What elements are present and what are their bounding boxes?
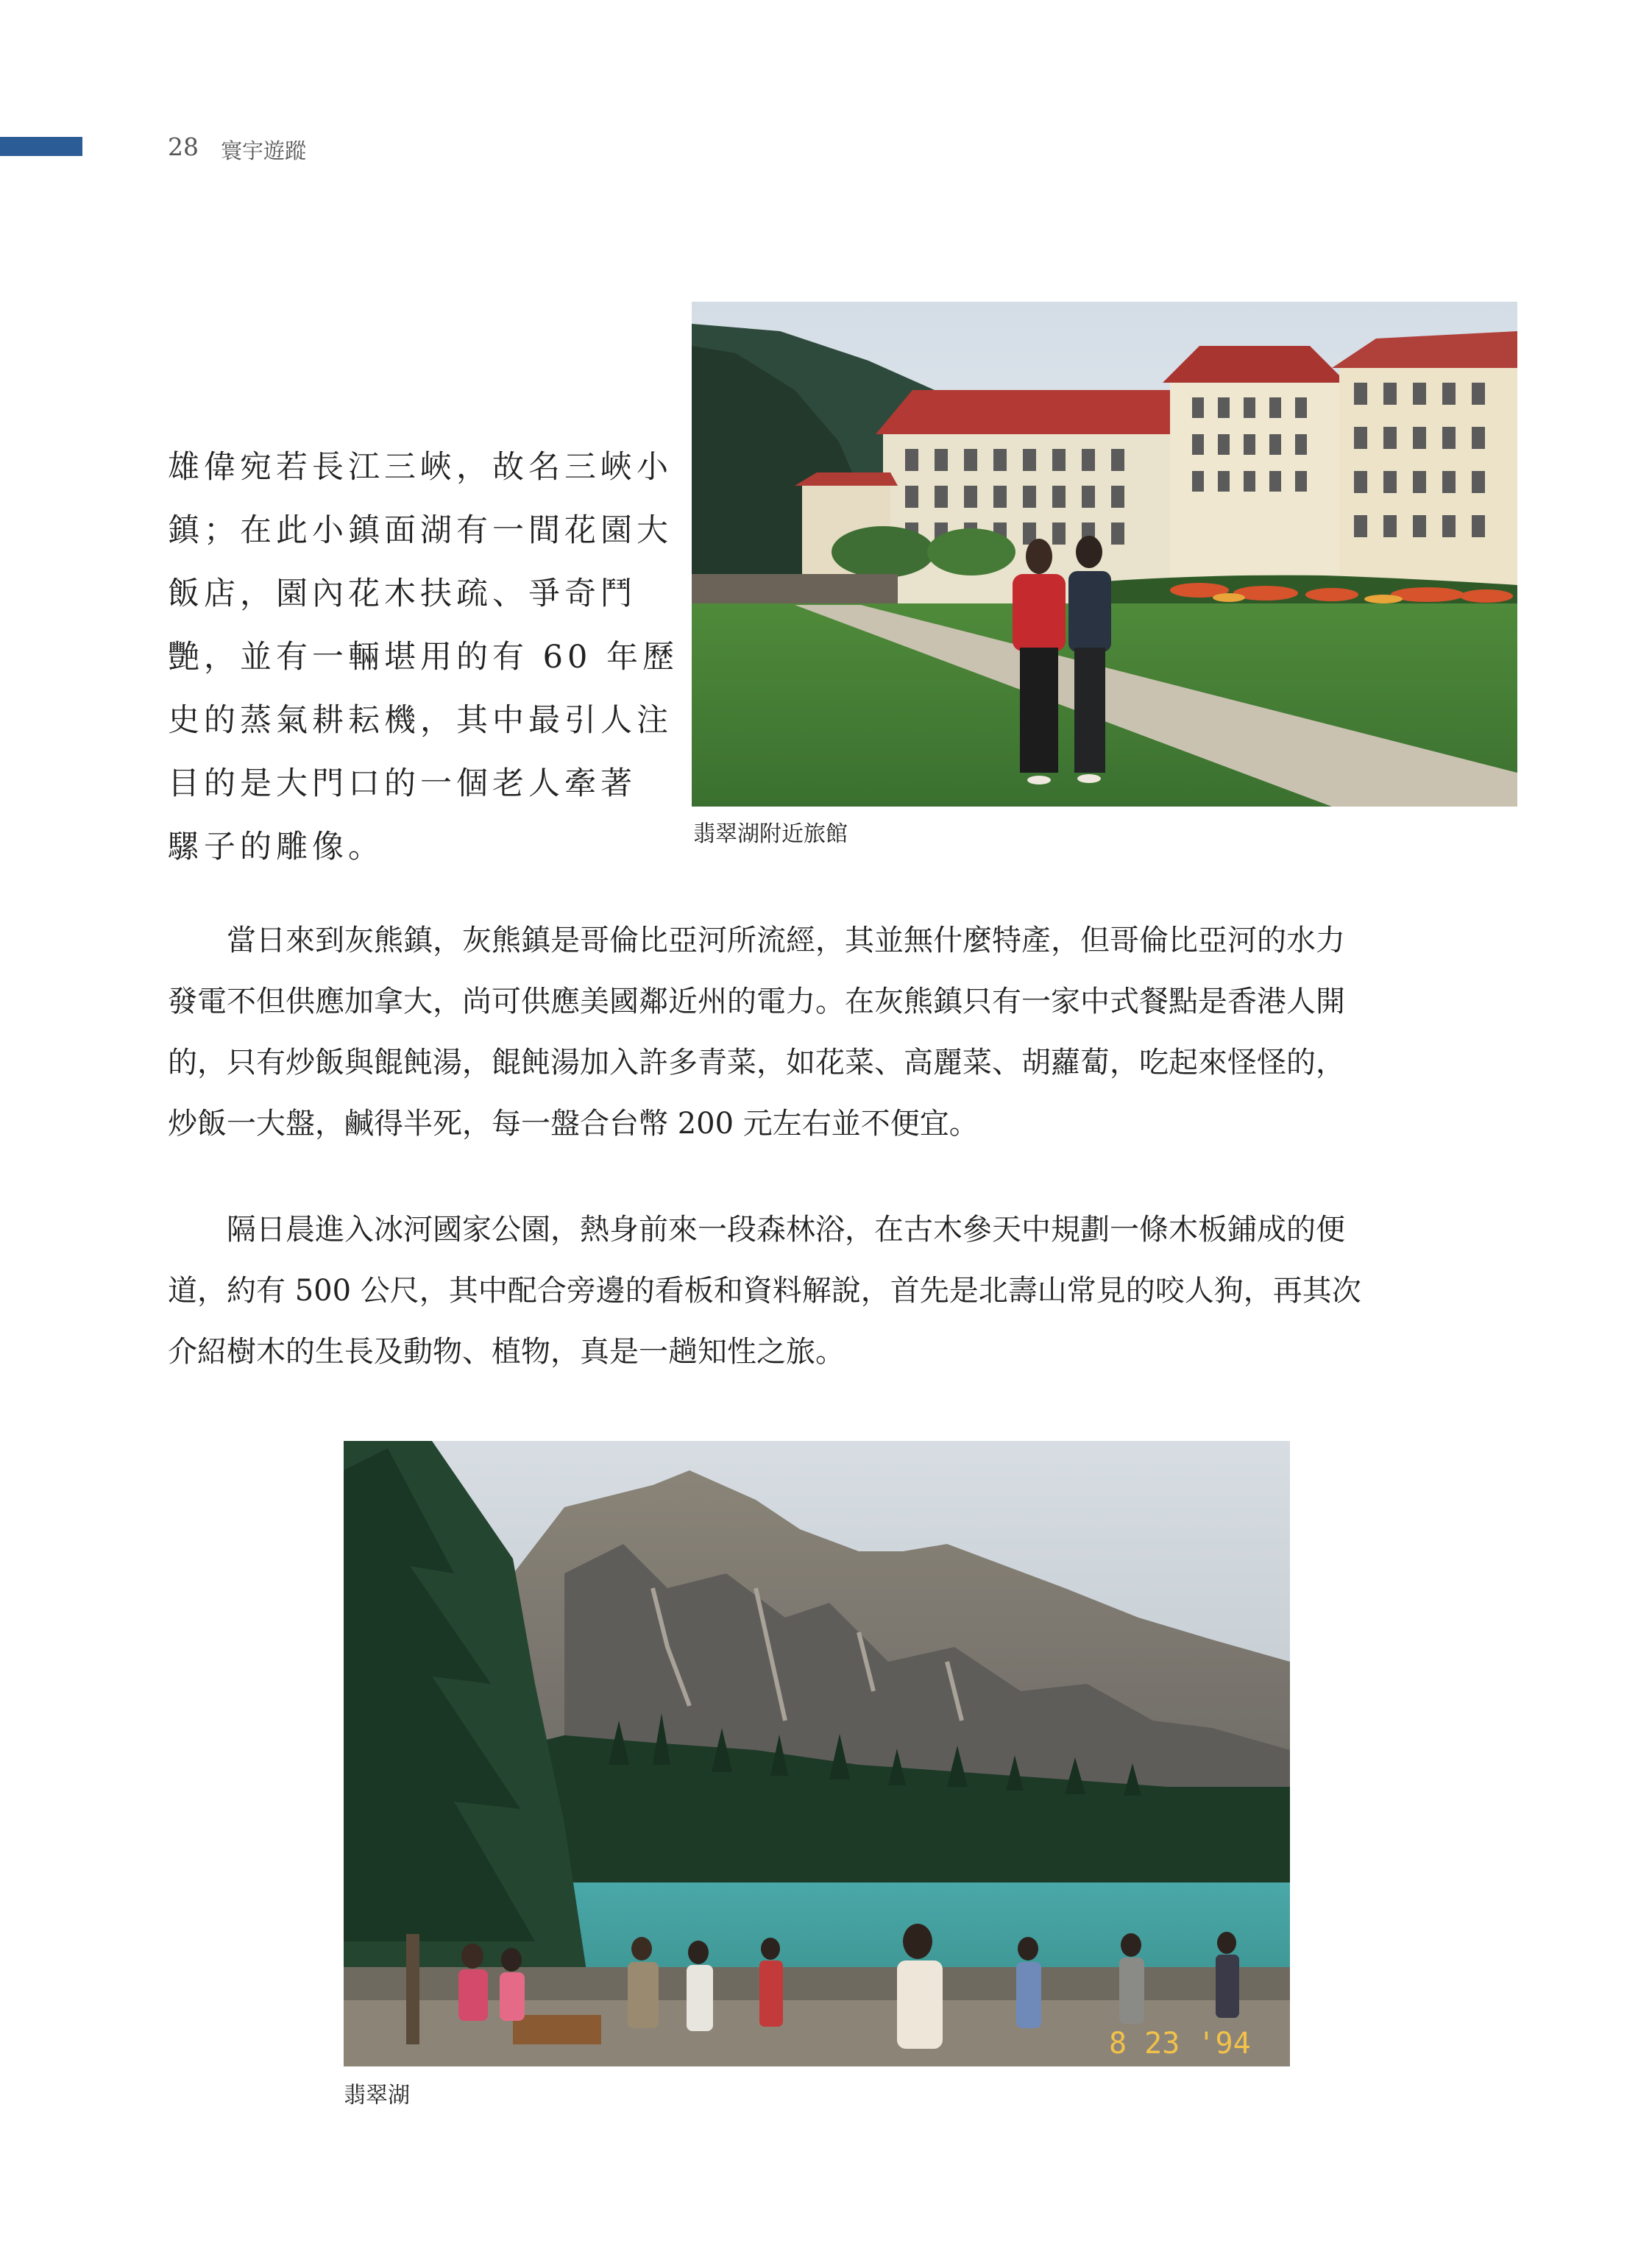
- lake-photo-caption: 翡翠湖: [344, 2083, 410, 2108]
- text-line: 當日來到灰熊鎮，灰熊鎮是哥倫比亞河所流經，其並無什麼特產，但哥倫比亞河的水力: [168, 924, 1345, 957]
- text-line: 發電不但供應加拿大，尚可供應美國鄰近州的電力。在灰熊鎮只有一家中式餐點是香港人開: [168, 985, 1345, 1019]
- paragraph: [168, 910, 1519, 1155]
- text-line: 道，約有 500 公尺，其中配合旁邊的看板和資料解說，首先是北壽山常見的咬人狗，再其次: [168, 1274, 1361, 1308]
- text-line: 飯店，園內花木扶疏、爭奇鬥: [168, 575, 637, 612]
- header-accent-bar: [0, 137, 82, 156]
- text-line: 目的是大門口的一個老人牽著: [168, 765, 637, 802]
- running-title: 寰宇遊蹤: [221, 138, 307, 163]
- paragraph: [168, 1200, 1519, 1383]
- text-line: 史的蒸氣耕耘機，其中最引人注: [168, 702, 673, 739]
- hotel-photo-caption: 翡翠湖附近旅館: [693, 821, 848, 847]
- lake-photo: [344, 1441, 1290, 2066]
- date-stamp: 8 23 '94: [1109, 2027, 1251, 2061]
- page-number: 28: [168, 132, 199, 161]
- text-line: 的，只有炒飯與餛飩湯，餛飩湯加入許多青菜，如花菜、高麗菜、胡蘿蔔，吃起來怪怪的，: [168, 1046, 1345, 1080]
- hotel-photo: [692, 302, 1517, 807]
- text-line: 艷，並有一輛堪用的有 60 年歷: [168, 639, 679, 676]
- side-paragraph: [168, 436, 679, 879]
- text-line: 介紹樹木的生長及動物、植物，真是一趟知性之旅。: [168, 1335, 845, 1369]
- text-line: 雄偉宛若長江三峽，故名三峽小: [168, 449, 673, 486]
- text-line: 鎮；在此小鎮面湖有一間花園大: [168, 512, 673, 549]
- text-line: 隔日晨進入冰河國家公園，熱身前來一段森林浴，在古木參天中規劃一條木板鋪成的便: [168, 1213, 1345, 1247]
- text-line: 炒飯一大盤，鹹得半死，每一盤合台幣 200 元左右並不便宜。: [168, 1107, 979, 1141]
- text-line: 騾子的雕像。: [168, 829, 384, 865]
